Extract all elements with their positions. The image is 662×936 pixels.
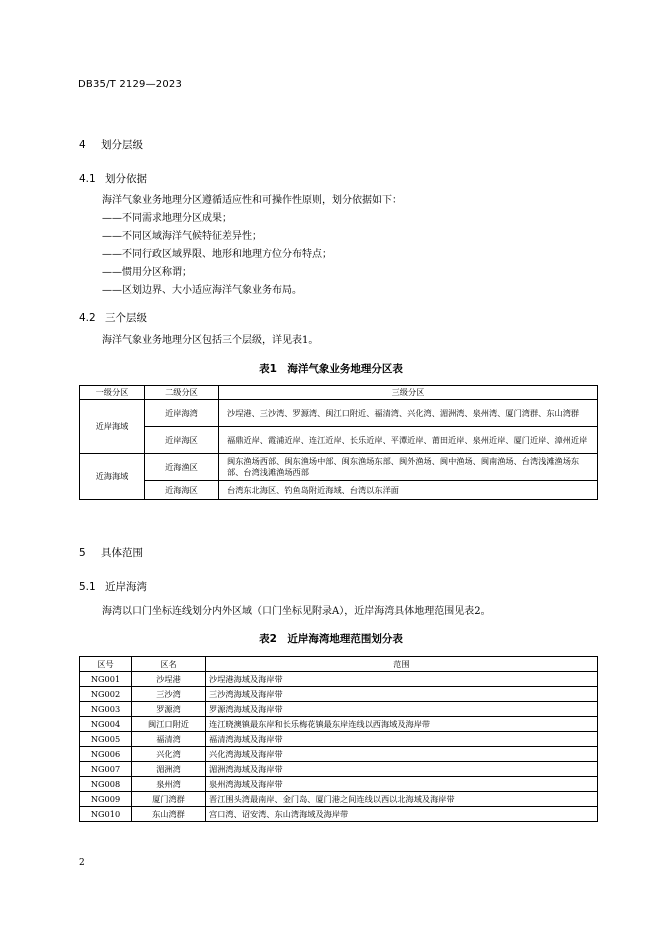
range-cell: 连江晓澳镇最东岸和长乐梅花镇最东岸连线以西海域及海岸带 [206,717,598,732]
name-cell: 三沙湾 [132,687,206,702]
section-title: 近岸海湾 [105,581,147,593]
name-cell: 福清湾 [132,732,206,747]
name-cell: 厦门湾群 [132,792,206,807]
section-4-2-heading [79,310,147,325]
section-4-heading [79,137,143,152]
list-item: ——不同行政区域界限、地形和地理方位分布特点； [102,249,332,260]
table-row [80,400,598,427]
section-number: 5 [79,547,86,559]
code-cell: NG004 [80,717,132,732]
list-item: ——不同区域海洋气候特征差异性； [102,231,262,242]
table-2 [79,656,598,822]
level2-cell: 近岸海湾 [145,400,219,427]
table-header-cell: 二级分区 [145,386,219,400]
table-row [80,454,598,481]
table-header-cell: 区名 [132,657,206,672]
section-5-heading [79,545,143,560]
section-title: 具体范围 [101,547,143,559]
paragraph: 海洋气象业务地理分区遵循适应性和可操作性原则，划分依据如下： [102,195,402,206]
table-row [80,807,598,822]
list-item: ——惯用分区称谓； [102,267,192,278]
name-cell: 湄洲湾 [132,762,206,777]
level1-cell: 近岸海域 [80,400,145,454]
table-row [80,777,598,792]
range-cell: 宫口湾、诏安湾、东山湾海域及海岸带 [206,807,598,822]
paragraph: 海洋气象业务地理分区包括三个层级，详见表1。 [102,335,319,346]
name-cell: 沙埕港 [132,672,206,687]
range-cell: 罗源湾海域及海岸带 [206,702,598,717]
range-cell: 泉州湾海域及海岸带 [206,777,598,792]
table-row [80,427,598,454]
table-2-caption: 表2 近岸海湾地理范围划分表 [259,633,403,645]
code-cell: NG006 [80,747,132,762]
level1-cell: 近海海域 [80,454,145,500]
table-row [80,747,598,762]
doc-header: DB35/T 2129—2023 [78,79,183,90]
table-1-caption: 表1 海洋气象业务地理分区表 [259,363,403,375]
range-cell: 三沙湾海域及海岸带 [206,687,598,702]
table-header-cell: 区号 [80,657,132,672]
level3-cell: 闽东渔场西部、闽东渔场中部、闽东渔场东部、闽外渔场、闽中渔场、闽南渔场、台湾浅滩渔场东部、台湾浅滩渔场西部 [219,454,598,481]
range-cell: 沙埕港海域及海岸带 [206,672,598,687]
range-cell: 晋江围头湾最南岸、金门岛、厦门港之间连线以西以北海域及海岸带 [206,792,598,807]
table-row [80,687,598,702]
range-cell: 兴化湾海域及海岸带 [206,747,598,762]
table-header-cell: 三级分区 [219,386,598,400]
range-cell: 湄洲湾海域及海岸带 [206,762,598,777]
code-cell: NG010 [80,807,132,822]
code-cell: NG003 [80,702,132,717]
name-cell: 闽江口附近 [132,717,206,732]
list-item: ——不同需求地理分区成果； [102,213,232,224]
section-number: 4.2 [79,312,96,324]
level2-cell: 近岸海区 [145,427,219,454]
table-row [80,481,598,500]
table-1 [79,385,598,500]
table-header-cell: 范围 [206,657,598,672]
section-number: 5.1 [79,581,96,593]
level2-cell: 近海渔区 [145,454,219,481]
section-title: 划分层级 [101,139,143,151]
section-title: 划分依据 [105,173,147,185]
section-number: 4 [79,139,86,151]
code-cell: NG007 [80,762,132,777]
table-row [80,672,598,687]
code-cell: NG008 [80,777,132,792]
list-item: ——区划边界、大小适应海洋气象业务布局。 [102,285,302,296]
range-cell: 福清湾海域及海岸带 [206,732,598,747]
code-cell: NG009 [80,792,132,807]
page-number: 2 [79,858,85,868]
code-cell: NG002 [80,687,132,702]
paragraph: 海湾以口门坐标连线划分内外区域（口门坐标见附录A），近岸海湾具体地理范围见表2。 [102,606,491,617]
section-4-1-heading [79,171,147,186]
table-header-row [80,657,598,672]
table-row [80,732,598,747]
table-row [80,717,598,732]
level3-cell: 福鼎近岸、霞浦近岸、连江近岸、长乐近岸、平潭近岸、莆田近岸、泉州近岸、厦门近岸、漳州近岸 [219,427,598,454]
level3-cell: 沙埕港、三沙湾、罗源湾、闽江口附近、福清湾、兴化湾、湄洲湾、泉州湾、厦门湾群、东山湾群 [219,400,598,427]
table-row [80,762,598,777]
level2-cell: 近海海区 [145,481,219,500]
table-row [80,792,598,807]
code-cell: NG001 [80,672,132,687]
name-cell: 罗源湾 [132,702,206,717]
table-row [80,702,598,717]
code-cell: NG005 [80,732,132,747]
table-header-cell: 一级分区 [80,386,145,400]
name-cell: 兴化湾 [132,747,206,762]
section-title: 三个层级 [105,312,147,324]
name-cell: 泉州湾 [132,777,206,792]
section-5-1-heading [79,579,147,594]
name-cell: 东山湾群 [132,807,206,822]
section-4-1-body [102,192,402,300]
level3-cell: 台湾东北海区、钓鱼岛附近海域、台湾以东洋面 [219,481,598,500]
section-number: 4.1 [79,173,96,185]
